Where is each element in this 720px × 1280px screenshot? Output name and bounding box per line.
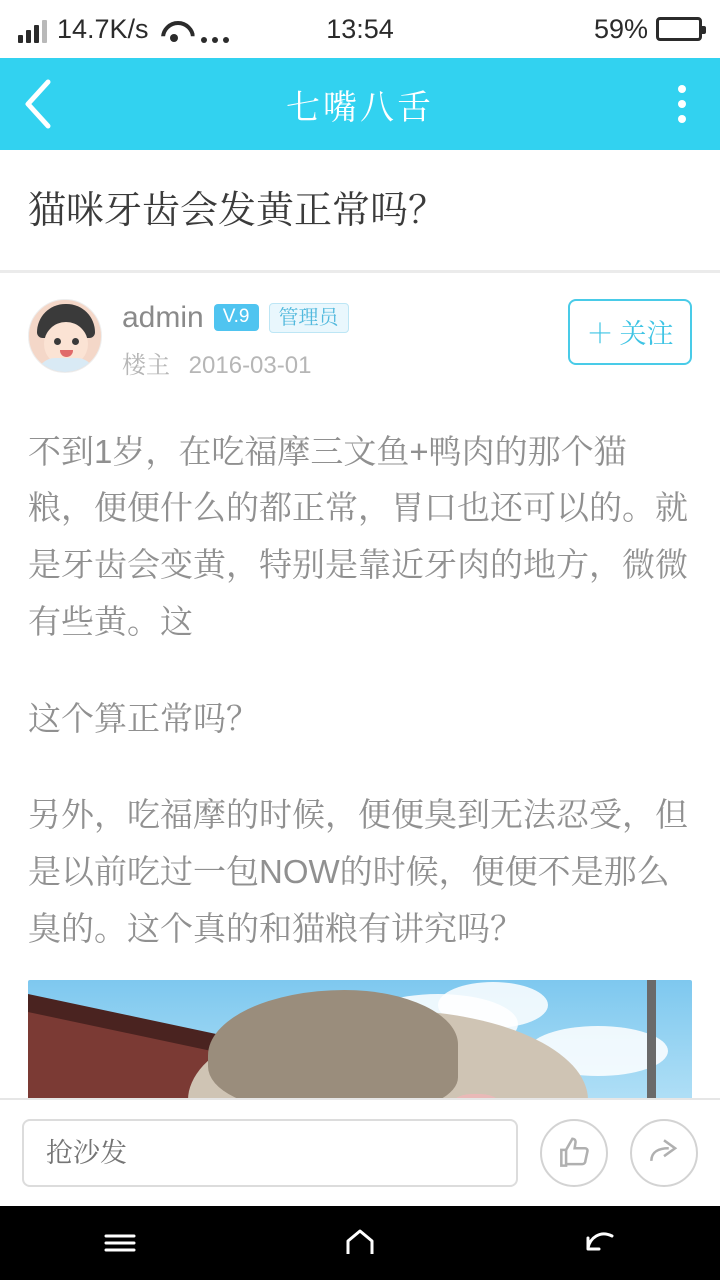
plus-icon: ＋ (586, 319, 614, 349)
menu-icon[interactable] (60, 1206, 180, 1280)
post-paragraph: 这个算正常吗？ (28, 699, 259, 737)
thumbs-up-icon[interactable] (540, 1119, 608, 1187)
post-date: 2016-03-01 (188, 351, 312, 379)
avatar[interactable] (28, 299, 102, 373)
share-arrow-icon[interactable] (630, 1119, 698, 1187)
role-badge: 管理员 (269, 303, 349, 333)
author-sub-line (122, 345, 349, 380)
page-title: 七嘴八舌 (286, 88, 434, 127)
status-bar-clock: 13:54 (326, 13, 394, 44)
battery-icon (656, 17, 702, 41)
comment-bar (0, 1098, 720, 1206)
poster-tag: 楼主 (122, 351, 170, 379)
post-paragraph: 不到1岁，在吃福摩三文鱼+鸭肉的那个猫粮，便便什么的都正常，胃口也还可以的。就是牙齿会变黄，特别是靠近牙肉的地方，微微有些黄。这 (28, 432, 688, 640)
battery-percent-label: 59% (593, 13, 648, 44)
author-name[interactable]: admin (122, 300, 204, 334)
post-paragraph: 另外，吃福摩的时候，便便臭到无法忍受，但是以前吃过一包NOW的时候，便便不是那么臭的。这个真的和猫粮有讲究吗？ (28, 796, 688, 947)
app-header (0, 58, 720, 150)
system-nav-bar (0, 1206, 720, 1280)
author-row (0, 273, 720, 390)
comment-input[interactable] (22, 1119, 518, 1187)
status-bar (0, 0, 720, 58)
author-name-line (122, 301, 349, 335)
author-meta (122, 299, 349, 380)
network-speed-label: 14.7K/s (57, 14, 149, 44)
follow-button-label: 关注 (619, 319, 674, 349)
post-title: 猫咪牙齿会发黄正常吗？ (28, 190, 447, 232)
level-badge: V.9 (214, 304, 259, 331)
post-body (0, 390, 720, 958)
back-icon[interactable] (540, 1206, 660, 1280)
follow-button[interactable] (568, 299, 692, 365)
home-icon[interactable] (300, 1206, 420, 1280)
